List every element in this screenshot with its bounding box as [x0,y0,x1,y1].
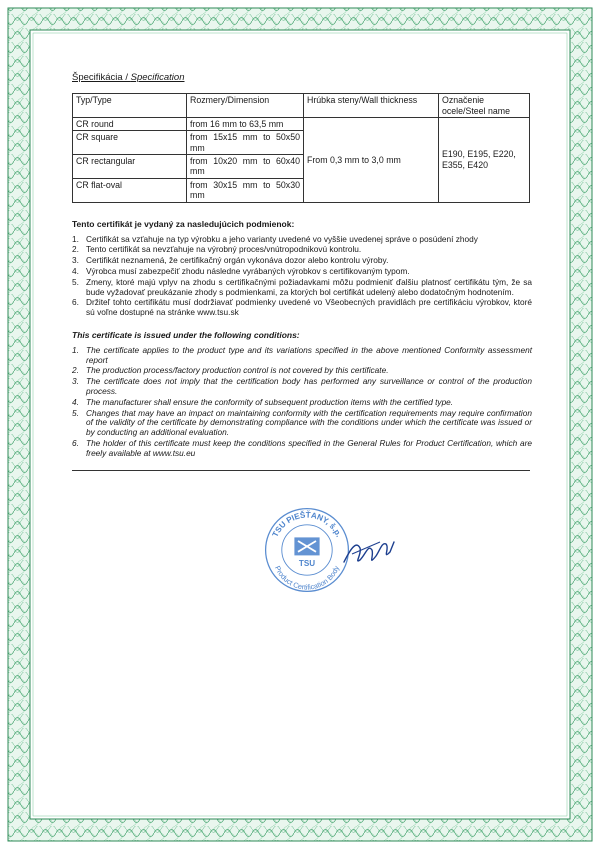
cell-steel-name: E190, E195, E220, E355, E420 [439,117,530,202]
header-dimension: Rozmery/Dimension [187,94,304,118]
cell-dimension: from 16 mm to 63,5 mm [187,117,304,130]
item-number: 4. [72,265,79,276]
item-text: Certifikát neznamená, že certifikačný orgán vykonáva dozor alebo kontrolu výroby. [86,255,389,266]
item-number: 3. [72,255,79,266]
list-item [72,298,532,318]
item-text: Zmeny, ktoré majú vplyv na zhodu s certifikačnými požiadavkami môžu podmieniť ďalšiu platnosť certifikátu tým, že sa bude vyžadovať preukázanie zhody s podmienkami, za ktorých bol certifikát udelený alebo dodatočným hodnotením. [86,276,532,297]
item-number: 2. [72,365,79,376]
list-item [72,439,532,459]
item-number: 2. [72,244,79,255]
header-wall-thickness: Hrúbka steny/Wall thickness [304,94,439,118]
header-type: Typ/Type [73,94,187,118]
cell-type: CR rectangular [73,155,187,179]
list-item [72,398,532,408]
list-item [72,409,532,438]
cell-dimension: from 10x20 mm to 60x40 mm [187,155,304,179]
stamp-bottom-text: Product Certification Body [272,564,341,592]
cell-dimension: from 30x15 mm to 50x30 mm [187,178,304,202]
list-item [72,278,532,298]
specification-table [72,93,530,202]
sk-conditions [72,219,532,318]
sk-conditions-title: Tento certifikát je vydaný za nasledujúcich podmienok: [72,218,295,229]
item-text: The certificate does not imply that the certification body has performed any surveillance or control of the production process. [86,376,532,396]
item-text: Certifikát sa vzťahuje na typ výrobku a jeho varianty uvedené vo vyššie uvedenej správe o posúdení zhody [86,233,478,244]
sk-conditions-list [72,235,532,318]
en-conditions-list [72,346,532,459]
list-item [72,267,532,277]
cell-dimension: from 15x15 mm to 50x50 mm [187,131,304,155]
item-text: The holder of this certificate must keep the conditions specified in the General Rules for Product Certification, which are freely available at www.tsu.eu [86,437,532,458]
item-number: 1. [72,233,79,244]
item-number: 4. [72,396,79,407]
list-item [72,366,532,376]
item-text: The certificate applies to the product type and its variations specified in the above mentioned Conformity assessment report [86,344,532,365]
cell-wall-thickness: From 0,3 mm to 3,0 mm [304,117,439,202]
en-conditions-title: This certificate is issued under the following conditions: [72,329,300,340]
item-number: 3. [72,376,79,387]
en-conditions [72,330,532,459]
list-item [72,245,532,255]
item-number: 6. [72,297,79,308]
cell-type: CR flat-oval [73,178,187,202]
specification-heading [72,72,532,83]
signature [338,520,398,580]
item-text: Changes that may have an impact on maintaining conformity with the certification requirements may require confirmation of the validity of the certificate by demonstrating compliance with the conditions under which the certificate was issued or by conducting an additional evaluation. [86,407,532,438]
header-steel-name: Označenie ocele/Steel name [439,94,530,118]
item-text: Držiteľ tohto certifikátu musí dodržiavať podmienky uvedené vo Všeobecných pravidlách pre certifikáciu výrobkov, ktoré sú voľne dostupné na stránke www.tsu.sk [86,297,532,318]
list-item [72,235,532,245]
item-number: 1. [72,344,79,355]
cell-type: CR round [73,117,187,130]
divider-line [72,470,530,471]
item-text: The production process/factory production control is not covered by this certificate. [86,365,389,376]
heading-sk: Špecifikácia / [72,72,131,83]
item-number: 5. [72,276,79,287]
stamp-top-text: TSU PIEŠŤANY, š.p. [270,510,344,539]
heading-en: Specification [130,72,185,83]
stamp-center-text: TSU [298,559,316,569]
item-number: 5. [72,407,79,418]
item-text: The manufacturer shall ensure the conformity of subsequent production items with the certified type. [86,396,454,407]
table-row [73,117,530,130]
cell-type: CR square [73,131,187,155]
list-item [72,377,532,397]
item-text: Výrobca musí zabezpečiť zhodu následne vyrábaných výrobkov s certifikovaným typom. [86,265,410,276]
table-header-row [73,94,530,118]
list-item [72,256,532,266]
item-number: 6. [72,437,79,448]
certificate-content [72,72,532,471]
list-item [72,346,532,366]
item-text: Tento certifikát sa nevzťahuje na výrobný proces/vnútropodnikovú kontrolu. [86,244,362,255]
